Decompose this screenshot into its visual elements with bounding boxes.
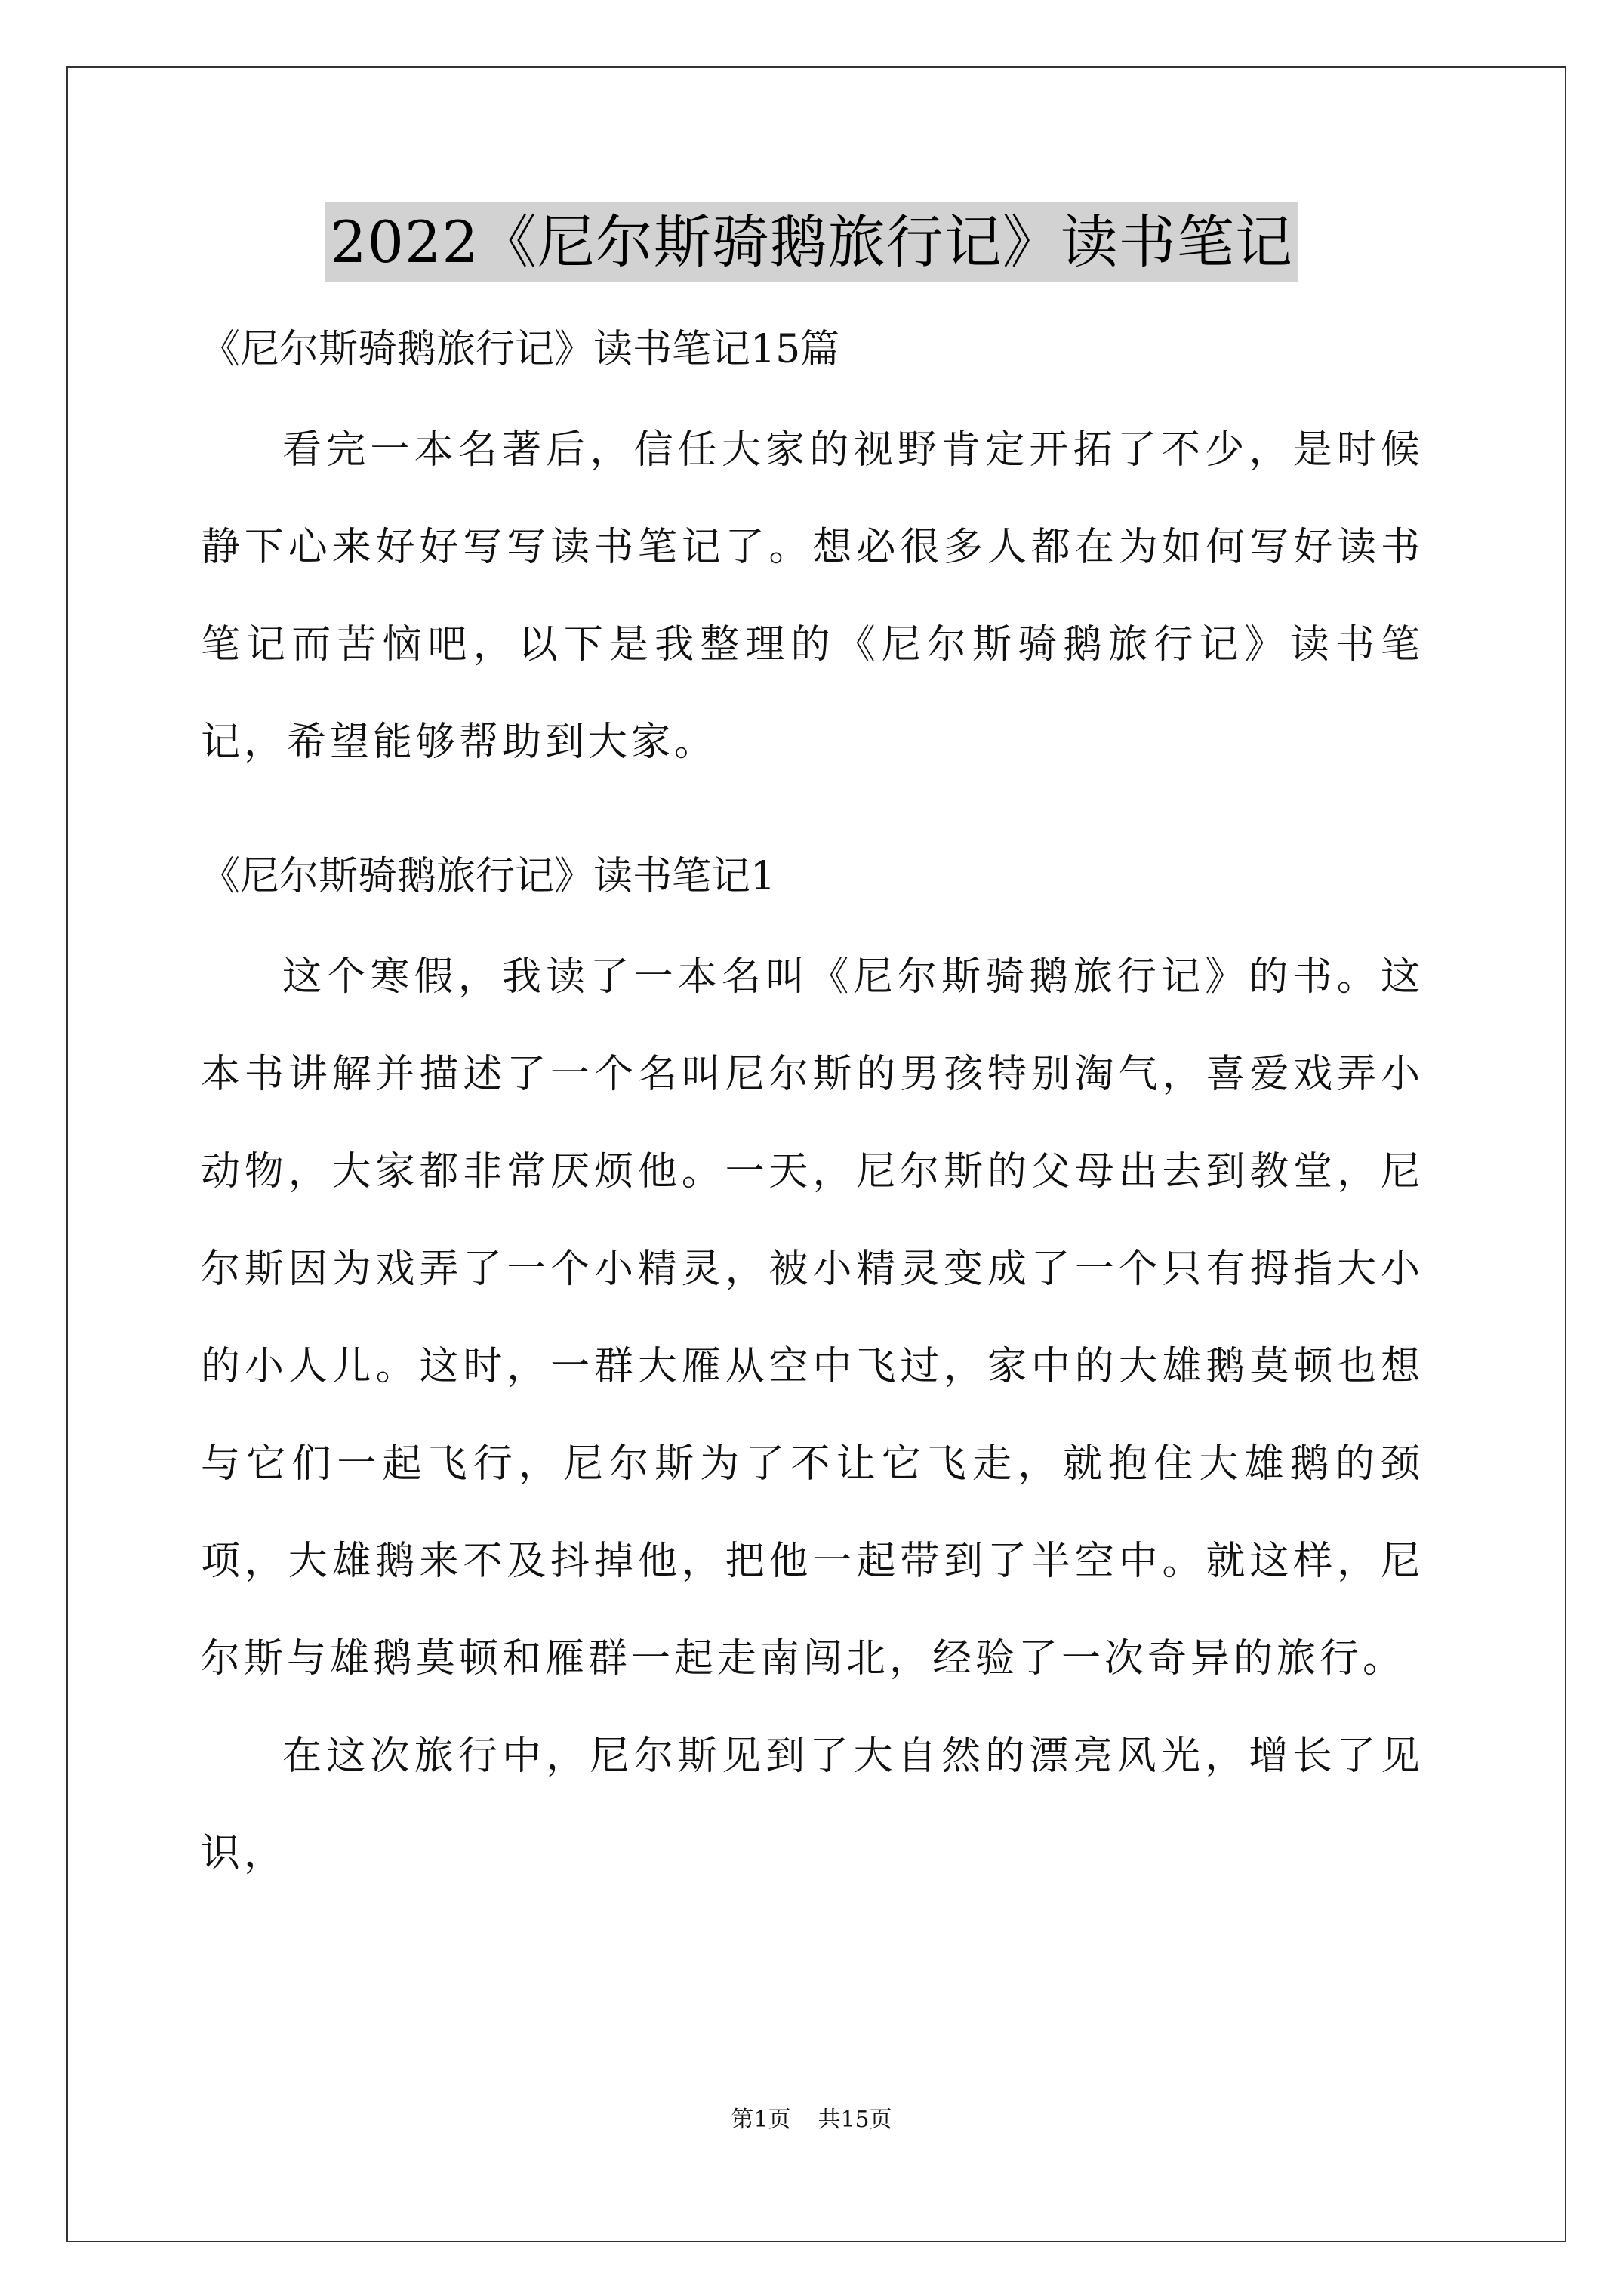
document-body: [201, 308, 1424, 1903]
document-title: 2022《尼尔斯骑鹅旅行记》读书笔记: [325, 202, 1297, 282]
intro-paragraph: 看完一本名著后，信任大家的视野肯定开拓了不少，是时候静下心来好好写写读书笔记了。想必很多人都在为如何写好读书笔记而苦恼吧，以下是我整理的《尼尔斯骑鹅旅行记》读书笔记，希望能够帮助到大家。: [201, 427, 1424, 765]
section-heading: 《尼尔斯骑鹅旅行记》读书笔记1: [201, 854, 776, 899]
title-container: [0, 202, 1623, 282]
page-number-current: 第1页: [731, 2106, 791, 2133]
section-paragraph: 在这次旅行中，尼尔斯见到了大自然的漂亮风光，增长了见识，: [201, 1734, 1424, 1876]
document-subtitle: 《尼尔斯骑鹅旅行记》读书笔记15篇: [201, 327, 840, 372]
section-paragraph: 这个寒假，我读了一本名叫《尼尔斯骑鹅旅行记》的书。这本书讲解并描述了一个名叫尼尔斯的男孩特别淘气，喜爱戏弄小动物，大家都非常厌烦他。一天，尼尔斯的父母出去到教堂，尼尔斯因为戏弄了一个小精灵，被小精灵变成了一个只有拇指大小的小人儿。这时，一群大雁从空中飞过，家中的大雄鹅莫顿也想与它们一起飞行，尼尔斯为了不让它飞走，就抱住大雄鹅的颈项，大雄鹅来不及抖掉他，把他一起带到了半空中。就这样，尼尔斯与雄鹅莫顿和雁群一起走南闯北，经验了一次奇异的旅行。: [201, 954, 1424, 1681]
page-number-total: 共15页: [818, 2106, 892, 2133]
page-footer: [0, 2105, 1623, 2135]
